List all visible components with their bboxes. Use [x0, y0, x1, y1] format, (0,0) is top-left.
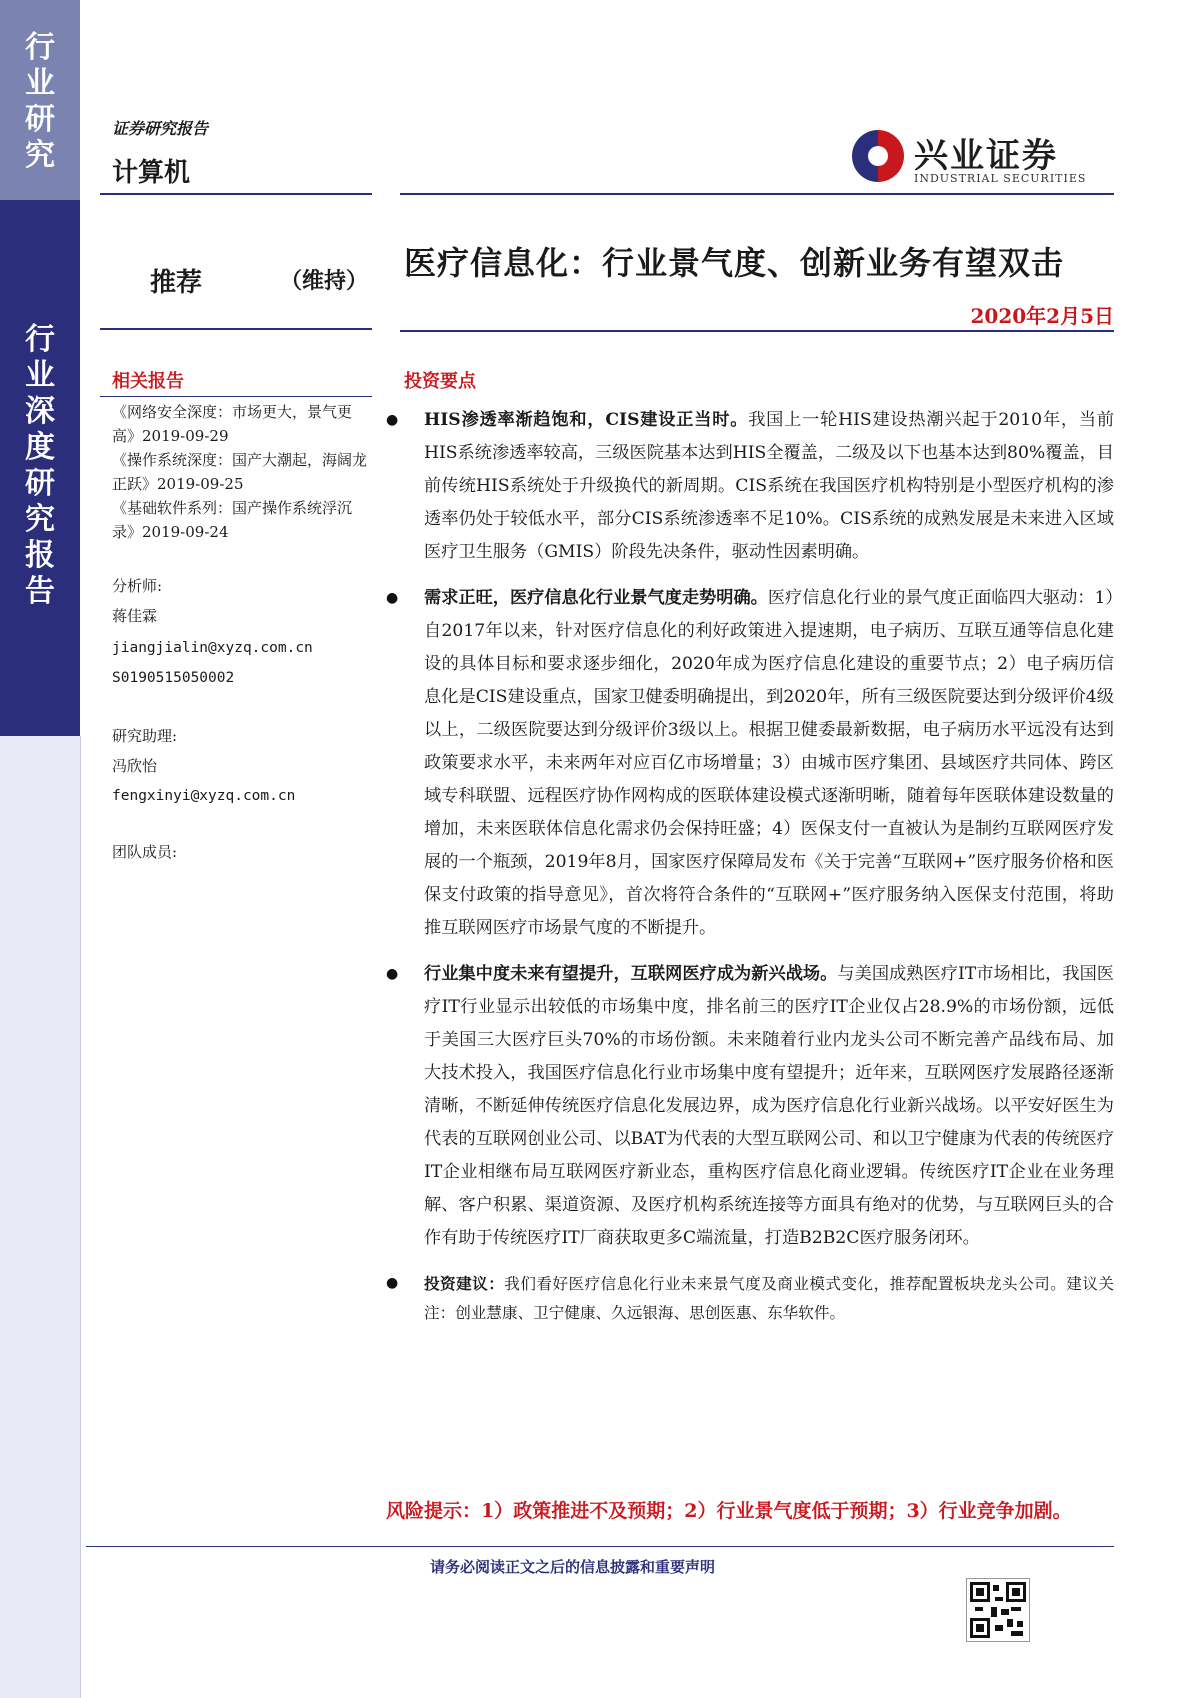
sidebar-category-label: 行 业 研 究: [25, 30, 55, 173]
summary-heading: 投资要点: [404, 371, 476, 392]
analyst-label: 分析师:: [112, 577, 163, 595]
team-label: 团队成员:: [112, 843, 178, 861]
related-report-item[interactable]: 《基础软件系列：国产操作系统浮沉录》2019-09-24: [112, 499, 353, 541]
header-divider-right: [400, 193, 1114, 195]
related-report-item[interactable]: 《操作系统深度：国产大潮起，海阔龙正跃》2019-09-25: [112, 451, 368, 493]
analyst-email[interactable]: jiangjialin@xyzq.com.cn: [112, 640, 313, 656]
logo-text-en: INDUSTRIAL SECURITIES: [914, 172, 1087, 185]
assistant-name: 冯欣怡: [112, 757, 158, 775]
sidebar-band-bottom: [0, 736, 81, 1698]
logo-emblem-icon: [852, 130, 904, 182]
related-divider: [100, 396, 372, 397]
risk-warning: 风险提示：1）政策推进不及预期；2）行业景气度低于预期；3）行业竞争加剧。: [386, 1500, 1072, 1522]
report-date: 2020年2月5日: [970, 304, 1114, 328]
summary-point: ● HIS渗透率渐趋饱和，CIS建设正当时。我国上一轮HIS建设热潮兴起于2010年，当前HIS系统渗透率较高，三级医院基本达到HIS全覆盖，二级及以下也基本达到80%覆盖，目前传统HIS系统处于升级换代的新周期。CIS系统在我国医疗机构特别是小型医疗机构的渗透率仍处于较低水平，部分CIS系统渗透率不足10%。CIS系统的成熟发展是未来进入区域医疗卫生服务（GMIS）阶段先决条件，驱动性因素明确。: [386, 404, 1114, 569]
summary-points: [386, 404, 1114, 1341]
analyst-certificate: S0190515050002: [112, 670, 235, 686]
summary-point: ● 行业集中度未来有望提升，互联网医疗成为新兴战场。与美国成熟医疗IT市场相比，我国医疗IT行业显示出较低的市场集中度，排名前三的医疗IT企业仅占28.9%的市场份额，远低于美国三大医疗巨头70%的市场份额。未来随着行业内龙头公司不断完善产品线布局、加大技术投入，我国医疗信息化行业市场集中度有望提升；近年来，互联网医疗发展路径逐渐清晰，不断延伸传统医疗信息化发展边界，成为医疗信息化行业新兴战场。以平安好医生为代表的互联网创业公司、以BAT为代表的大型互联网公司、和以卫宁健康为代表的传统医疗IT企业相继布局互联网医疗新业态，重构医疗信息化商业逻辑。传统医疗IT企业在业务理解、客户积累、渠道资源、及医疗机构系统连接等方面具有绝对的优势，与互联网巨头的合作有助于传统医疗IT厂商获取更多C端流量，打造B2B2C医疗服务闭环。: [386, 958, 1114, 1255]
footer-disclaimer[interactable]: 请务必阅读正文之后的信息披露和重要声明: [430, 1558, 716, 1576]
company-logo: [852, 128, 1112, 186]
rating-divider: [100, 328, 372, 330]
related-reports-list: [112, 400, 374, 544]
sector-label: 计算机: [112, 158, 191, 188]
header-divider-left: [100, 193, 372, 195]
related-reports-heading: 相关报告: [112, 371, 184, 392]
report-title: 医疗信息化：行业景气度、创新业务有望双击: [404, 244, 1065, 282]
analyst-name: 蒋佳霖: [112, 607, 158, 625]
summary-point-investment: ● 投资建议：我们看好医疗信息化行业未来景气度及商业模式变化，推荐配置板块龙头公司。建议关注：创业慧康、卫宁健康、久远银海、思创医惠、东华软件。: [386, 1269, 1114, 1328]
footer-divider: [86, 1546, 1114, 1547]
qr-code-icon: [966, 1578, 1030, 1642]
assistant-email[interactable]: fengxinyi@xyzq.com.cn: [112, 788, 296, 804]
sidebar-report-type-label: 行 业 深 度 研 究 报 告: [25, 322, 55, 609]
summary-point: ● 需求正旺，医疗信息化行业景气度走势明确。医疗信息化行业的景气度正面临四大驱动：1）自2017年以来，针对医疗信息化的利好政策进入提速期，电子病历、互联互通等信息化建设的具体目标和要求逐步细化，2020年成为医疗信息化建设的重要节点；2）电子病历信息化是CIS建设重点，国家卫健委明确提出，到2020年，所有三级医院要达到分级评价4级以上，二级医院要达到分级评价3级以上。根据卫健委最新数据，电子病历水平远没有达到政策要求水平，未来两年对应百亿市场增量；3）由城市医疗集团、县域医疗共同体、跨区域专科联盟、远程医疗协作网构成的医联体建设模式逐渐明晰，随着每年医联体建设数量的增加，未来医联体信息化需求仍会保持旺盛；4）医保支付一直被认为是制约互联网医疗发展的一个瓶颈，2019年8月，国家医疗保障局发布《关于完善“互联网+”医疗服务价格和医保支付政策的指导意见》，首次将符合条件的“互联网+”医疗服务纳入医保支付范围，将助推互联网医疗市场景气度的不断提升。: [386, 582, 1114, 945]
logo-text-cn: 兴业证券: [914, 136, 1058, 176]
rating-label: 推荐: [150, 268, 203, 298]
assistant-label: 研究助理:: [112, 727, 178, 745]
related-report-item[interactable]: 《网络安全深度：市场更大，景气更高》2019-09-29: [112, 403, 353, 445]
doc-type-label: 证券研究报告: [112, 119, 209, 138]
title-divider: [400, 330, 1114, 332]
rating-status: （维持）: [280, 268, 369, 294]
